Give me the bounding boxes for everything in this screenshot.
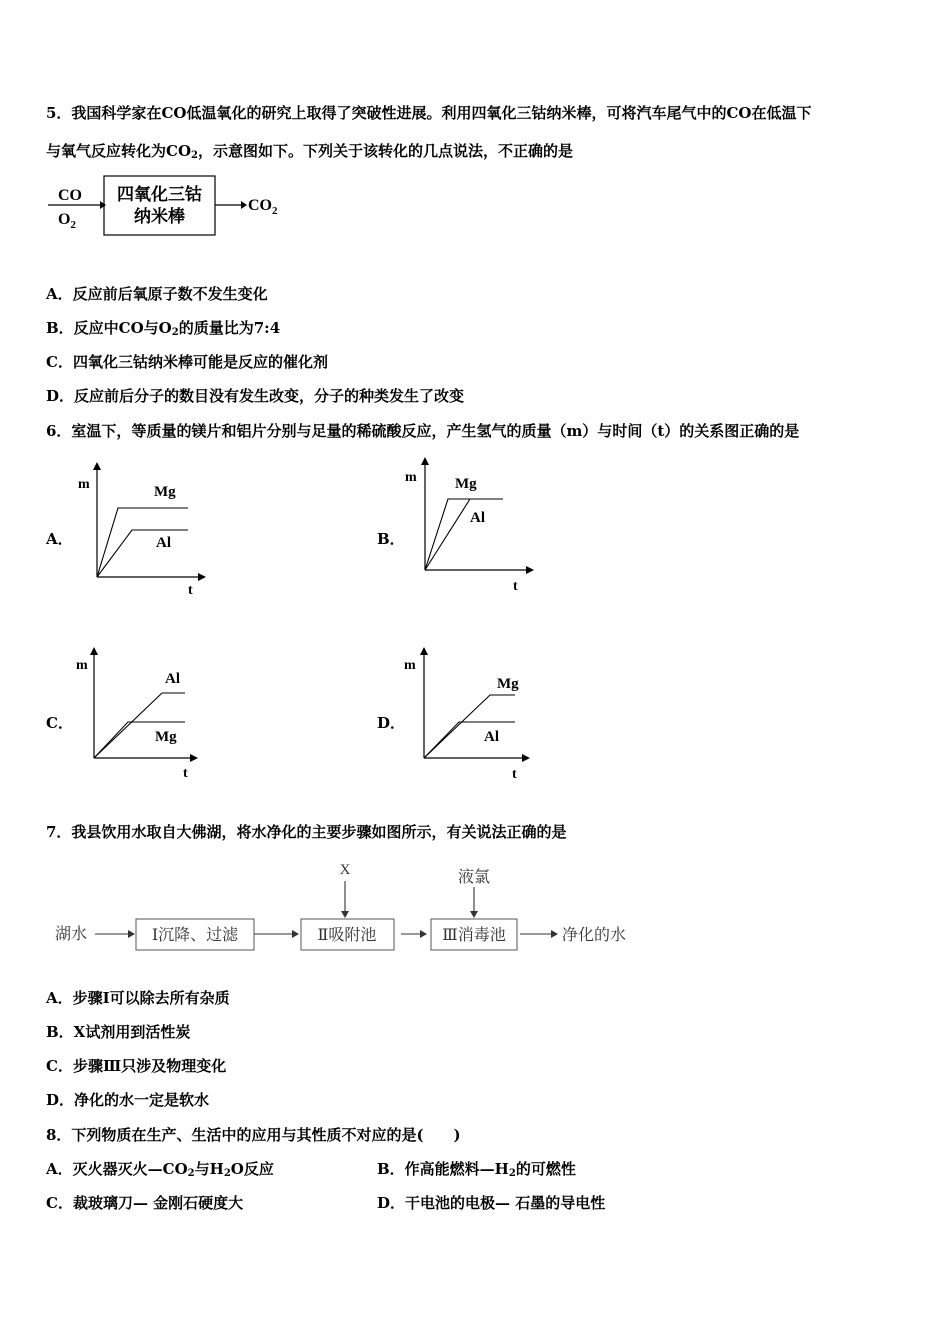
q6-graph-a-al-line <box>97 530 188 577</box>
q6-graph-d-al-line <box>424 722 515 758</box>
q7-option-b: B．X试剂用到活性炭 <box>46 1023 191 1041</box>
q5-option-b: B．反应中CO与$O_2$的质量比为7:4 <box>46 319 281 338</box>
q5-option-c: C．四氧化三钴纳米棒可能是反应的催化剂 <box>46 353 328 371</box>
q5-output-co2: $CO_2$ <box>248 197 278 217</box>
q7-step1-label: Ⅰ沉降、过滤 <box>151 927 239 944</box>
q7-step3-label: Ⅲ消毒池 <box>442 927 506 944</box>
q6-option-d-letter: D． <box>377 714 406 732</box>
q5-input-o2: $O_2$ <box>58 211 76 231</box>
q7-chlorine-label: 液氯 <box>457 869 491 886</box>
q8-stem: 8．下列物质在生产、生活中的应用与其性质不对应的是( ) <box>46 1126 461 1144</box>
q6-graph-b-mg-line <box>425 499 503 570</box>
q5-stem-line2 <box>46 140 573 161</box>
q6-graph-a-ylabel: m <box>78 477 90 492</box>
q5-stem-line2-b: ，示意图如下。下列关于该转化的几点说法，不正确的是 <box>197 142 573 160</box>
q6-graph-c-upper-label: Al <box>165 671 180 687</box>
q5-input-co: CO <box>58 187 82 204</box>
q7-stem: 7．我县饮用水取自大佛湖，将水净化的主要步骤如图所示，有关说法正确的是 <box>46 823 567 841</box>
q6-graph-a <box>70 460 220 600</box>
q6-graph-a-xlabel: t <box>188 583 193 598</box>
q6-graph-b-xlabel: t <box>513 579 518 594</box>
q7-option-d: D．净化的水一定是软水 <box>46 1091 210 1109</box>
q6-graph-b-ylabel: m <box>405 470 417 485</box>
q6-graph-b-lower-label: Al <box>470 510 485 526</box>
q5-catalyst-line1: 四氧化三钴 <box>117 185 202 204</box>
q8-option-a: A．灭火器灭火$—CO_2$与$H_2O$反应 <box>46 1160 274 1179</box>
q6-graph-c <box>70 643 220 783</box>
q6-graph-b-upper-label: Mg <box>455 476 477 492</box>
q5-stem-line2-a: 与氧气反应转化为CO <box>46 142 192 160</box>
q6-graph-d <box>400 643 550 783</box>
q8-option-b: B．作高能燃料$—H_2$的可燃性 <box>377 1160 576 1179</box>
q6-graph-d-ylabel: m <box>404 658 416 673</box>
q6-graph-d-upper-label: Mg <box>497 676 519 692</box>
q5-stem-line1: 5．我国科学家在CO低温氧化的研究上取得了突破性进展。利用四氧化三钴纳米棒，可将汽车尾气中的CO在低温下 <box>46 104 812 122</box>
q6-stem: 6．室温下，等质量的镁片和铝片分别与足量的稀硫酸反应，产生氢气的质量（m）与时间（t）的关系图正确的是 <box>46 422 800 440</box>
q6-graph-b <box>400 455 550 595</box>
q6-option-c-letter: C． <box>46 714 73 732</box>
q5-option-d: D．反应前后分子的数目没有发生改变，分子的种类发生了改变 <box>46 387 465 405</box>
q6-graph-b-al-line <box>425 499 470 570</box>
q6-graph-c-ylabel: m <box>76 658 88 673</box>
q7-flow-end: 净化的水 <box>562 927 627 944</box>
q6-option-b-letter: B． <box>377 530 405 548</box>
q7-flow-start: 湖水 <box>55 926 88 943</box>
q6-graph-a-mg-line <box>97 508 188 577</box>
q5-stem-line2-sub: 2 <box>191 150 198 161</box>
q7-x-label: X <box>339 862 351 878</box>
q5-reaction-diagram <box>40 172 300 242</box>
q7-purification-flow <box>50 855 650 960</box>
q6-graph-c-al-line <box>94 693 162 758</box>
q6-graph-c-lower-label: Mg <box>155 729 177 745</box>
q6-option-a-letter: A． <box>46 530 73 548</box>
q7-step2-label: Ⅱ吸附池 <box>317 927 377 944</box>
q6-graph-a-lower-label: Al <box>156 535 171 551</box>
q6-graph-d-mg-line <box>424 695 515 758</box>
q6-graph-d-lower-label: Al <box>484 729 499 745</box>
q6-graph-a-upper-label: Mg <box>154 484 176 500</box>
q7-option-a: A．步骤Ⅰ可以除去所有杂质 <box>46 989 230 1007</box>
q6-graph-c-xlabel: t <box>183 766 188 781</box>
q5-option-a: A．反应前后氧原子数不发生变化 <box>46 285 268 303</box>
q6-graph-d-xlabel: t <box>512 767 517 782</box>
q8-option-d: D．干电池的电极— 石墨的导电性 <box>377 1194 606 1212</box>
q7-option-c: C．步骤Ⅲ只涉及物理变化 <box>46 1057 227 1075</box>
q8-option-c: C．裁玻璃刀— 金刚石硬度大 <box>46 1194 244 1212</box>
q5-catalyst-line2: 纳米棒 <box>134 207 185 226</box>
